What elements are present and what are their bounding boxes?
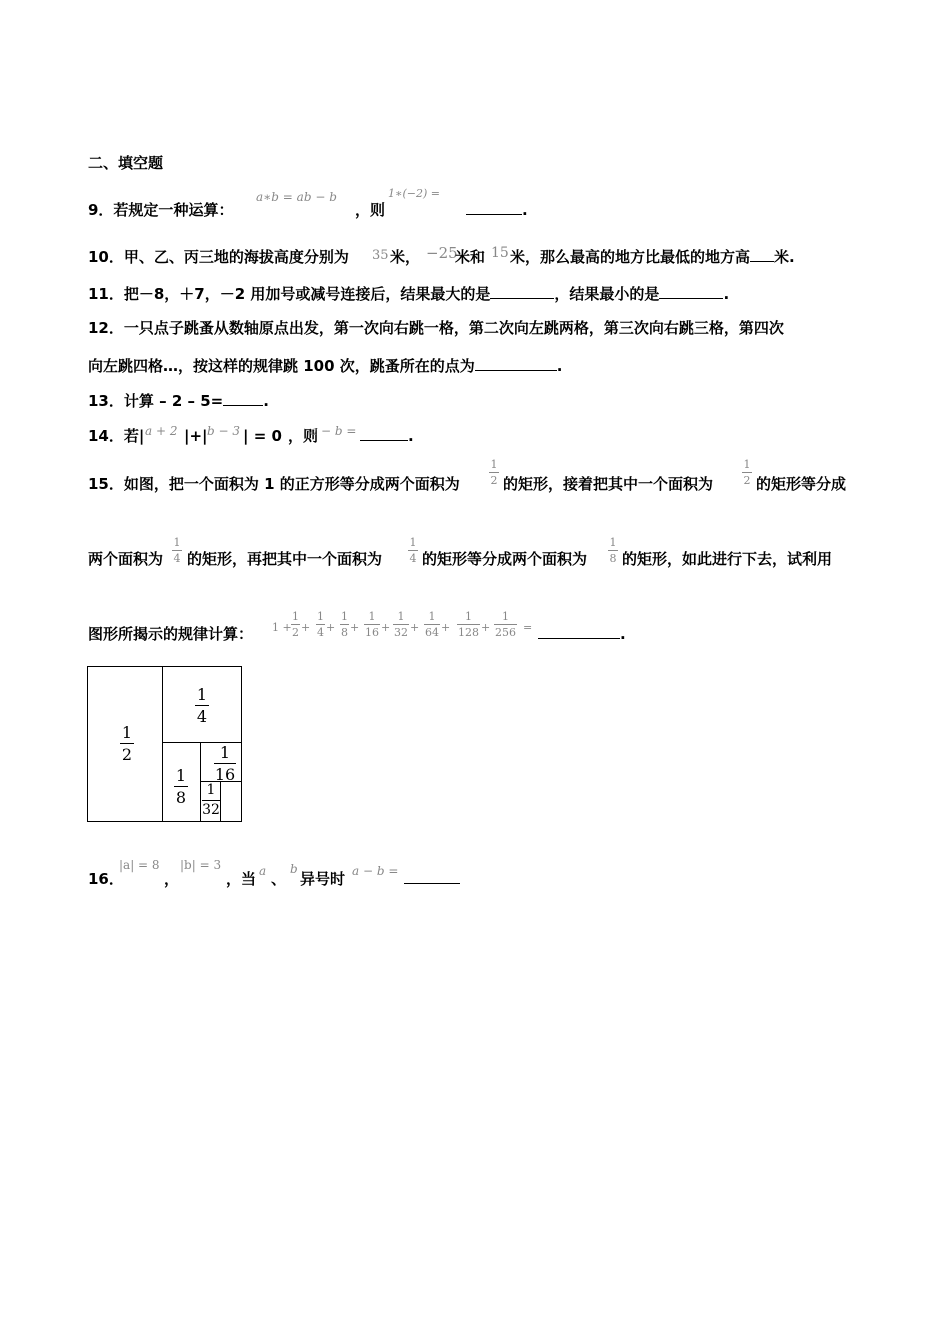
- figure-frac-half: 1 2: [121, 723, 133, 764]
- answer-blank[interactable]: [659, 284, 723, 299]
- figure-frac-sixteenth: 1 16: [214, 743, 236, 784]
- q12-line1: 12．一只点子跳蚤从数轴原点出发，第一次向右跳一格，第二次向左跳两格，第三次向右跳三格，第四次: [88, 319, 784, 337]
- answer-blank[interactable]: [404, 869, 460, 884]
- fraction-half-1: 1 2: [490, 458, 498, 487]
- q15-l3a: 图形所揭示的规律计算：: [88, 625, 254, 643]
- series-fraction: 1 16: [365, 610, 379, 639]
- answer-blank[interactable]: [223, 391, 263, 406]
- answer-blank[interactable]: [490, 284, 554, 299]
- q14-pre: 14．若|: [88, 427, 145, 445]
- q9-answer: .: [466, 200, 528, 220]
- fraction-eighth: 1 8: [609, 536, 617, 565]
- fraction-quarter-1: 1 4: [173, 536, 181, 565]
- plus-sign: +: [326, 621, 336, 634]
- q15-l1b: 的矩形，接着把其中一个面积为: [503, 475, 714, 493]
- q14-mid3: ，则: [288, 427, 319, 445]
- answer-blank[interactable]: [475, 356, 557, 371]
- q13: 13．计算 – 2 – 5= .: [88, 392, 269, 410]
- series-fraction: 1 32: [394, 610, 408, 639]
- q15-answer: .: [538, 624, 626, 644]
- q9-expr: 1∗(−2) =: [388, 187, 440, 200]
- q14-e2: b − 3: [207, 424, 240, 438]
- sum-eq: =: [523, 621, 533, 634]
- series-fraction: 1 64: [425, 610, 439, 639]
- answer-blank[interactable]: [466, 200, 522, 215]
- answer-blank[interactable]: [538, 624, 620, 639]
- figure-frac-eighth: 1 8: [175, 766, 187, 807]
- q10-post: 米，那么最高的地方比最低的地方高 米.: [510, 248, 795, 266]
- q16-c2: ，当: [226, 870, 257, 888]
- sum-lead: 1 +: [272, 621, 292, 634]
- series-fraction: 1 128: [458, 610, 479, 639]
- series-fraction: 1 2: [292, 610, 299, 639]
- q16-sep: 、: [271, 870, 287, 888]
- q14-mid2: | = 0: [243, 427, 282, 445]
- answer-blank[interactable]: [360, 426, 408, 441]
- plus-sign: +: [350, 621, 360, 634]
- q12-line2: 向左跳四格…，按这样的规律跳 100 次，跳蚤所在的点为 .: [88, 357, 563, 375]
- answer-blank[interactable]: [750, 247, 774, 262]
- q14-mid1: |+|: [184, 427, 208, 445]
- q10-v2: −25: [426, 244, 458, 262]
- q10-u2: 米和: [455, 248, 486, 266]
- q16-e1: |a| = 8: [119, 858, 160, 872]
- q15-l1c: 的矩形等分成: [756, 475, 847, 493]
- q9-mid: ，则: [355, 201, 386, 219]
- fraction-quarter-2: 1 4: [409, 536, 417, 565]
- q15-l2b: 的矩形，再把其中一个面积为: [187, 550, 383, 568]
- plus-sign: +: [410, 621, 420, 634]
- q10-pre: 10．甲、乙、丙三地的海拔高度分别为: [88, 248, 349, 266]
- q16-e3: a − b =: [352, 864, 399, 878]
- q11: 11．把－8，＋7，－2 用加号或减号连接后，结果最大的是 ，结果最小的是 .: [88, 285, 730, 303]
- q10-u1: 米，: [390, 248, 421, 266]
- q16-c1: ，: [164, 870, 180, 888]
- series-fraction: 1 256: [495, 610, 516, 639]
- series-fraction: 1 8: [341, 610, 348, 639]
- q10-v1: 35: [372, 248, 389, 263]
- fraction-half-2: 1 2: [743, 458, 751, 487]
- q16-post: 异号时: [300, 870, 346, 888]
- q15-l2d: 的矩形，如此进行下去，试利用: [622, 550, 833, 568]
- q15-l2c: 的矩形等分成两个面积为: [422, 550, 588, 568]
- figure-frac-quarter: 1 4: [196, 685, 208, 726]
- q16-a: a: [259, 864, 267, 878]
- plus-sign: +: [301, 621, 311, 634]
- q14-e1: a + 2: [145, 424, 178, 438]
- q16-e2: |b| = 3: [180, 858, 222, 872]
- q14-answer: .: [360, 426, 414, 446]
- q16-pre: 16．: [88, 870, 124, 888]
- figure-frac-thirty-second: 1 32: [202, 782, 220, 818]
- section-title: 二、填空题: [88, 154, 164, 172]
- q16-answer: [404, 869, 460, 889]
- q9-text: 9．若规定一种运算：: [88, 201, 234, 219]
- plus-sign: +: [441, 621, 451, 634]
- q15-l1a: 15．如图，把一个面积为 1 的正方形等分成两个面积为: [88, 475, 460, 493]
- q10-v3: 15: [491, 245, 509, 261]
- q9-formula: a∗b = ab − b: [256, 190, 337, 204]
- q16-b: b: [290, 862, 298, 876]
- plus-sign: +: [481, 621, 491, 634]
- q15-l2a: 两个面积为: [88, 550, 164, 568]
- q14-e3: a − b =: [310, 424, 357, 438]
- plus-sign: +: [381, 621, 391, 634]
- series-fraction: 1 4: [317, 610, 324, 639]
